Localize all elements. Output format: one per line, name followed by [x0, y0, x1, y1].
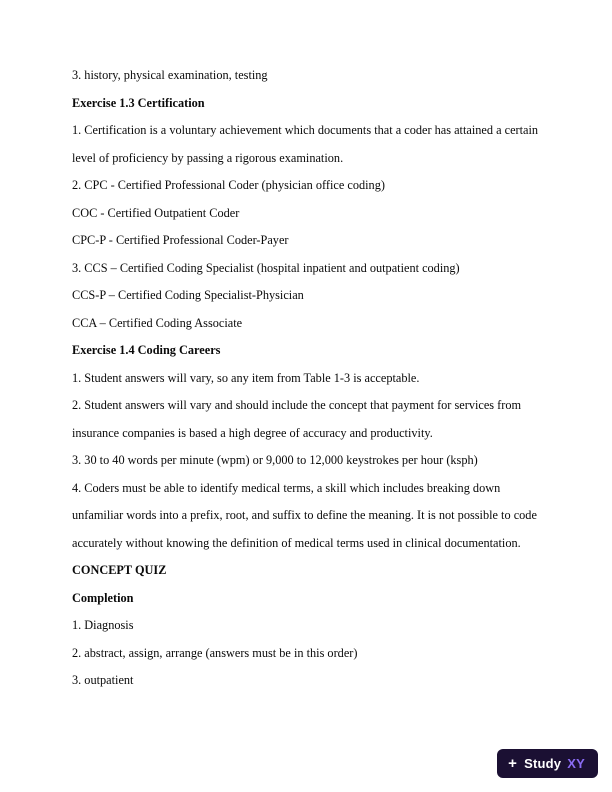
- document-paragraph: 2. CPC - Certified Professional Coder (physician office coding): [72, 178, 385, 192]
- list-item: 1. Diagnosis: [72, 618, 134, 632]
- document-paragraph: COC - Certified Outpatient Coder: [72, 205, 240, 220]
- watermark-brand-main: Study: [524, 756, 562, 771]
- document-paragraph: CCA – Certified Coding Associate: [72, 315, 243, 330]
- list-item: 2. abstract, assign, arrange (answers must be in this order): [72, 645, 358, 660]
- document-paragraph: 3. history, physical examination, testing: [72, 68, 268, 82]
- document-paragraph: 2. Student answers will vary and should include the concept that payment for services from insurance companies is based a high degree of accuracy and productivity.: [72, 398, 522, 440]
- section-heading-completion: Completion: [72, 590, 134, 605]
- section-heading-exercise-1-3: Exercise 1.3 Certification: [72, 95, 205, 110]
- studyxy-watermark[interactable]: [497, 749, 598, 778]
- section-heading-concept-quiz: CONCEPT QUIZ: [72, 563, 167, 577]
- document-paragraph: 1. Certification is a voluntary achievement which documents that a coder has attained a certain level of proficiency by passing a rigorous examination.: [72, 123, 539, 165]
- document-paragraph: CCS-P – Certified Coding Specialist-Physician: [72, 288, 304, 302]
- document-paragraph: 4. Coders must be able to identify medical terms, a skill which includes breaking down unfamiliar words into a prefix, root, and suffix to define the meaning. It is not possible to code accurately without knowing the definition of medical terms used in clinical documentation.: [72, 480, 537, 550]
- section-heading-exercise-1-4: Exercise 1.4 Coding Careers: [72, 343, 221, 357]
- document-paragraph: 3. CCS – Certified Coding Specialist (hospital inpatient and outpatient coding): [72, 260, 460, 275]
- document-body: [72, 62, 540, 695]
- document-paragraph: 1. Student answers will vary, so any item from Table 1-3 is acceptable.: [72, 370, 420, 385]
- document-paragraph: CPC-P - Certified Professional Coder-Payer: [72, 233, 289, 247]
- document-paragraph: 3. 30 to 40 words per minute (wpm) or 9,000 to 12,000 keystrokes per hour (ksph): [72, 453, 478, 467]
- watermark-brand-accent: XY: [567, 756, 585, 771]
- list-item: 3. outpatient: [72, 673, 134, 687]
- plus-icon: +: [508, 755, 518, 772]
